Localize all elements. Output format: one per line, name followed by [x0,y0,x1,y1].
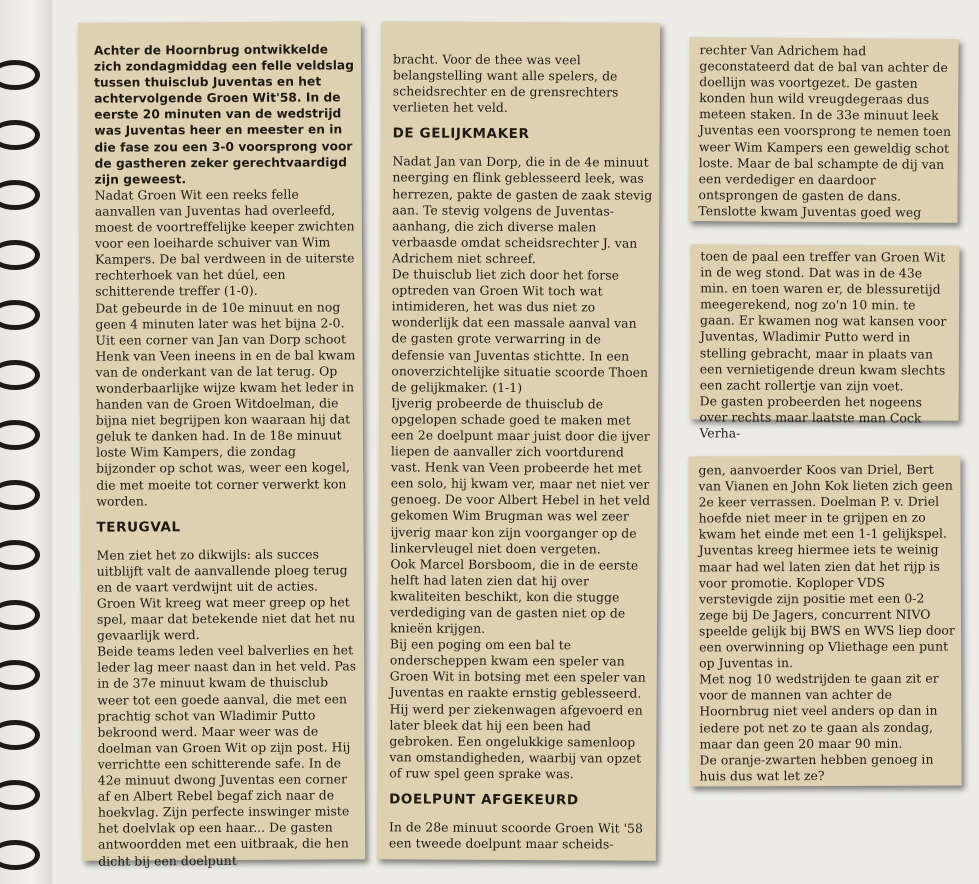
binding-ring [0,660,40,690]
article-paragraph: De oranje-zwarten hebben genoeg in huis dus wat let ze? [699,751,934,784]
article-paragraph: bracht. Voor de thee was veel belangstelling want alle spelers, de scheidsrechter en de grensrechters verlieten het veld. [392,51,619,116]
binding-ring [0,840,40,870]
binding-ring [0,480,40,510]
article-paragraph: Men ziet het zo dikwijls: als succes uitblijft valt de aanvallende ploeg terug en de vaart verdwijnt uit de acties. Groen Wit kreeg wat meer greep op het spel, maar dat betekende niet dat het nu gevaarlijk werd. [96,546,356,643]
binding-ring [0,240,40,270]
section-heading: DOELPUNT AFGEKEURD [389,791,579,809]
binding-ring [0,780,40,810]
binding-ring [0,600,40,630]
binding-ring [0,300,40,330]
binding-ring [0,420,40,450]
article-paragraph: Juventas kreeg hiermee iets te weinig maar had wel laten zien dat het rijp is voor promotie. Koploper VDS verstevigde zijn positie met een 0-2 zege bij De Jagers, concurrent NIVO speelde gelijk bij BWS en WVS liep door een overwinning op Vliethage een punt op Juventas in. [698,542,955,671]
section-heading: DE GELIJKMAKER [392,125,530,143]
article-paragraph: Nadat Jan van Dorp, die in de 4e minuut neerging en flink geblesseerd leek, was herrezen, pakte de gasten de zaak stevig aan. Te stevig volgens de Juventas-aanhang, die zich diverse malen verbaasde omdat scheidsrechter J. van Adrichem niet schreef. [391,153,653,267]
article-paragraph: De thuisclub liet zich door het forse optreden van Groen Wit toch wat intimideren, het was dus niet zo wonderlijk dat een massale aanval van de gasten grote verwarring in de defensie van Juventas stichtte. In een onoverzichtelijke situatie scoorde Thoen de gelijkmaker. (1-1) [391,266,649,395]
clipping-column-1 [78,21,365,869]
article-paragraph: In de 28e minuut scoorde Groen Wit '58 een tweede doelpunt maar scheids- [388,819,643,852]
article-paragraph: Bij een poging om een bal te onderscheppen kwam een speler van Groen Wit in botsing met een speler van Juventas en raakte ernstig geblesseerd. Hij werd per ziekenwagen afgevoerd en later bleek dat hij een been had gebroken. Een ongelukkige samenloop van omstandigheden, waarbij van opzet of ruw spel geen sprake was. [389,636,646,782]
binding-ring [0,540,40,570]
article-paragraph: De gasten probeerden het nogeens over rechts maar laatste man Cock Verha- [699,393,923,441]
article-paragraph: rechter Van Adrichem had geconstateerd dat de bal van achter de doellijn was voortgezet. De gasten konden hun wild vreugdegeraas dus meteen staken. In de 33e minuut leek Juventas een voorsprong te nemen toen weer Wim Kampers een geweldig schot loste. Maar de bal schampte de dij van een verdediger en daardoor ontsprongen de gasten de dans. [698,42,952,204]
article-paragraph: Met nog 10 wedstrijden te gaan zit er voor de mannen van achter de Hoornbrug niet veel anders op dan in iedere pot net zo te gaan als zondag, maar dan geen 20 maar 90 min. [699,670,939,752]
clipping-column-3b [690,244,960,441]
binding-ring [0,120,40,150]
binding-ring [0,60,40,90]
article-paragraph: Tenslotte kwam Juventas goed weg [698,203,922,220]
article-lead: Achter de Hoornbrug ontwikkelde zich zondagmiddag een felle veldslag tussen thuisclub Juventas en het achtervolgende Groen Wit'58. In de eerste 20 minuten van de wedstrijd was Juventas heer en meester en in die fase zou een 3-0 voorsprong voor de gastheren zeker gerechtvaardigd zijn geweest. [93,42,354,187]
article-paragraph: Ook Marcel Borsboom, die in de eerste helft had laten zien dat hij over kwaliteiten beschikt, kon die stugge verdediging van de gasten niet op de knieën krijgen. [389,556,639,636]
spiral-binding [0,0,52,884]
clipping-column-2 [377,21,660,860]
article-paragraph: Beide teams leden veel balverlies en het leder lag meer naast dan in het veld. Pas in de 37e minuut kwam de thuisclub weer tot een goede aanval, die met een prachtig schot van Wladimir Putto bekroond werd. Maar weer was de doelman van Groen Wit op zijn post. Hij verrichtte een schitterende safe. In de 42e minuut dwong Juventas een corner af en Albert Rebel begaf zich naar de hoekvlag. Zijn perfecte inswinger miste het doelvlak op een haar... De gasten antwoordden met een uitbraak, die hen dicht bij een doelpunt [97,642,357,869]
binding-ring [0,360,40,390]
binding-ring [0,180,40,210]
article-paragraph: gen, aanvoerder Koos van Driel, Bert van Vianen en John Kok lieten zich geen 2e keer verrassen. Doelman P. v. Driel hoefde niet meer in te grijpen en zo kwam het einde met een 1-1 gelijkspel. [698,461,953,542]
binding-ring [0,720,40,750]
article-paragraph: Nadat Groen Wit een reeks felle aanvallen van Juventas had overleefd, moest de voortreffelijke keeper zwichten voor een loeiharde schuiver van Wim Kampers. De bal verdween in de uiterste rechterhoek van het dúel, een schitterende treffer (1-0). [94,186,355,300]
article-paragraph: Dat gebeurde in de 10e minuut en nog geen 4 minuten later was het bijna 2-0. Uit een corner van Jan van Dorp schoot Henk van Veen ineens in en de bal kwam van de onderkant van de lat terug. Op wonderbaarlijke wijze kwam het leder in handen van de Groen Witdoelman, die bijna niet begrijpen kon waaraan hij dat geluk te danken had. In de 18e minuut loste Wim Kampers, die zondag bijzonder op schot was, weer een kogel, die met moeite tot corner verwerkt kon worden. [95,298,356,509]
section-heading: TERUGVAL [96,518,181,536]
clipping-column-3c [688,456,961,787]
clipping-column-3a [688,37,958,223]
article-paragraph: toen de paal een treffer van Groen Wit in de weg stond. Dat was in de 43e min. en toen waren er, de blessuretijd meegerekend, nog zo'n 10 min. te gaan. Er kwamen nog wat kansen voor Juventas, Wladimir Putto werd in stelling gebracht, maar in plaats van een vernietigende dreun kwam slechts een zacht rollertje van zijn voet. [699,248,947,394]
article-paragraph: Ijverig probeerde de thuisclub de opgelopen schade goed te maken met een 2e doelpunt maar juist door die ijver liepen de aanvaller zich voortdurend vast. Henk van Veen probeerde het met een solo, hij kwam ver, maar net niet ver genoeg. De voor Albert Hebel in het veld gekomen Wim Brugman was wel zeer ijverig maar kon zijn voorganger op de linkervleugel niet doen vergeten. [390,395,651,557]
